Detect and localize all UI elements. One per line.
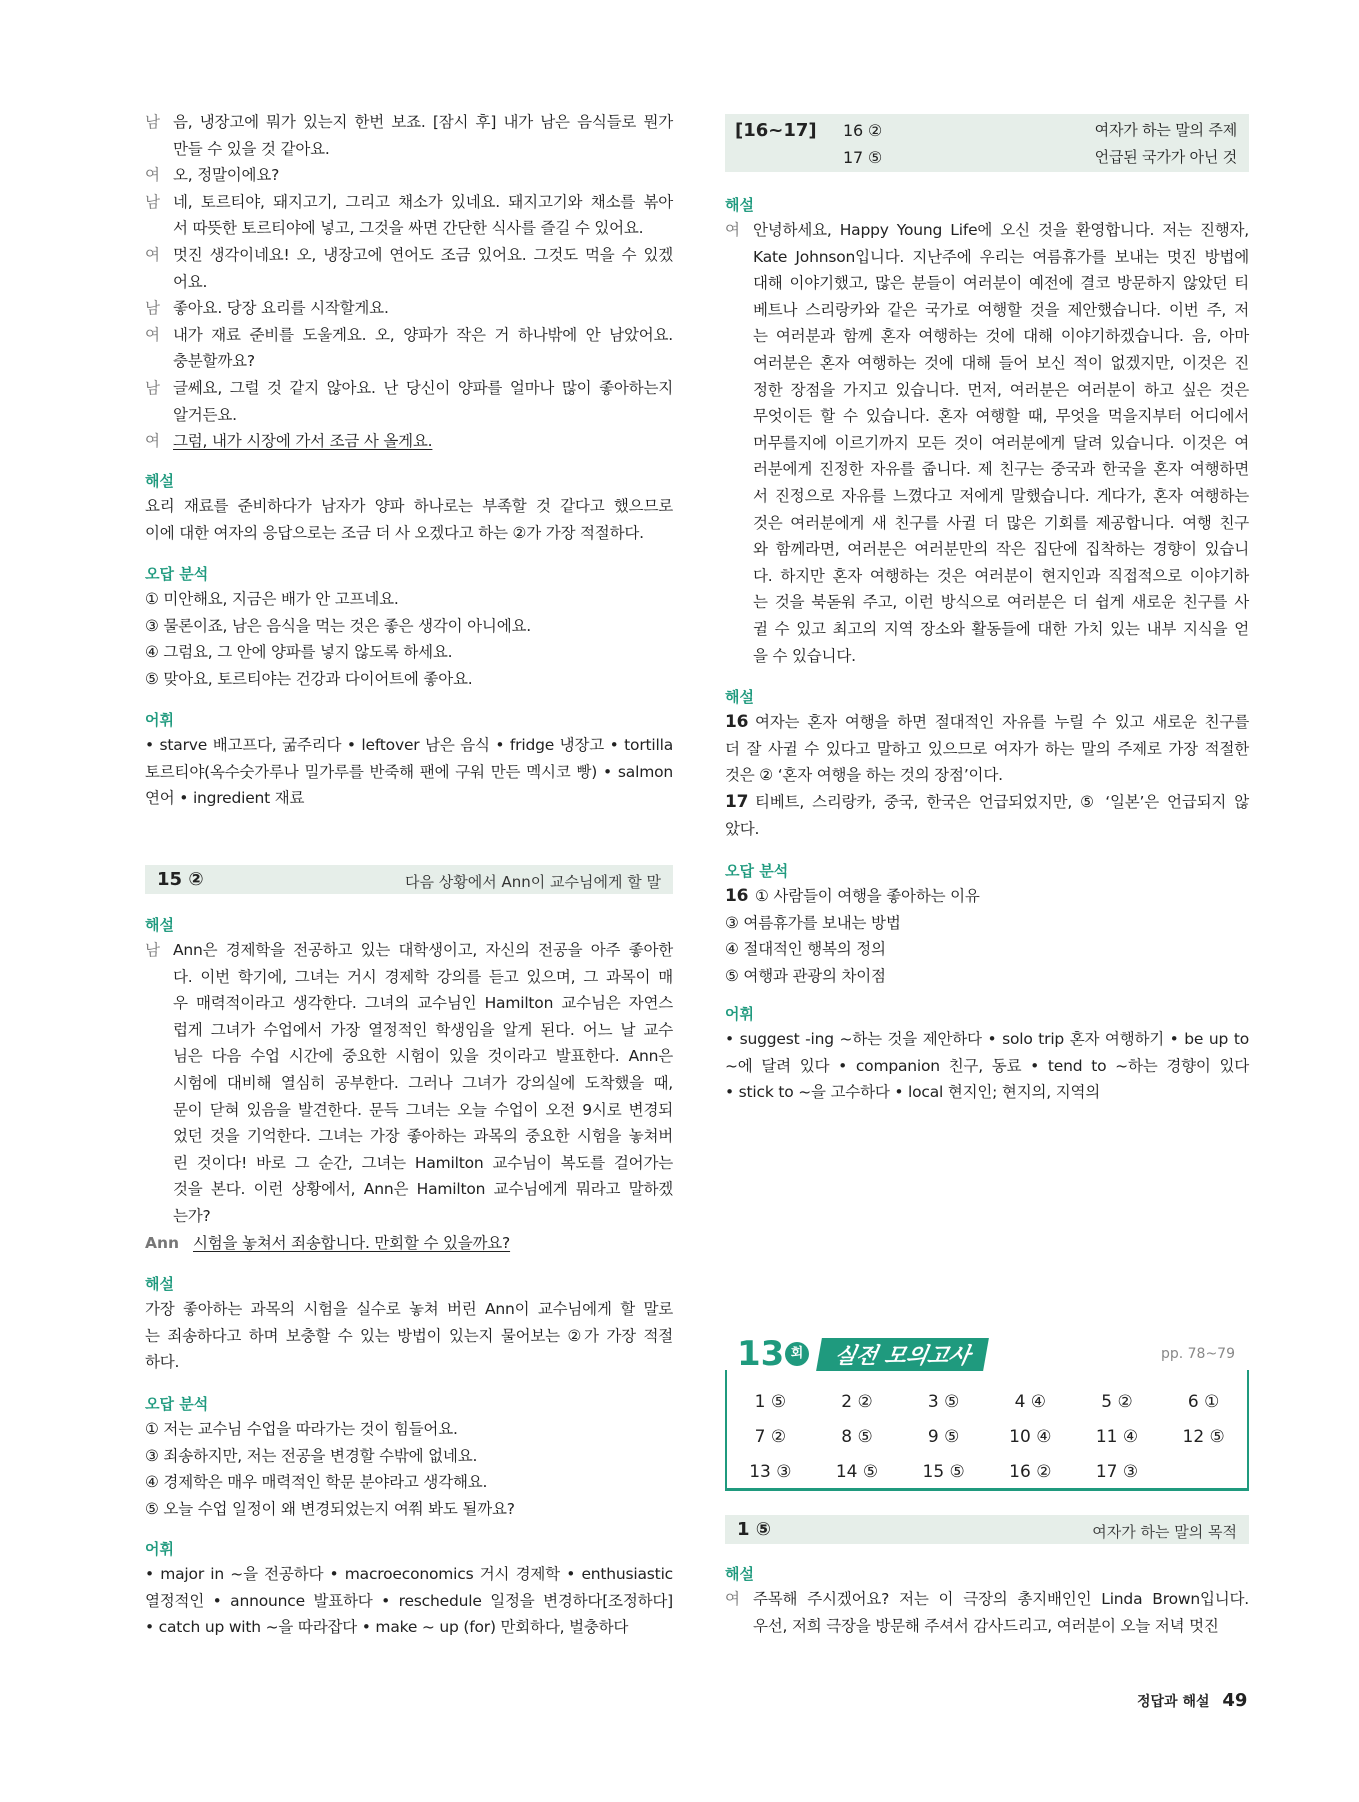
question-bar bbox=[725, 114, 1249, 172]
question-topic: 다음 상황에서 Ann이 교수님에게 할 말 bbox=[405, 873, 661, 891]
section-heading: 해설 bbox=[725, 196, 754, 214]
script-line: 와 함께라면, 여러분은 여러분만의 작은 집단에 집착하는 경향이 있습니 bbox=[753, 540, 1249, 559]
section-heading: 해설 bbox=[145, 1275, 174, 1293]
answer-table bbox=[727, 1384, 1247, 1489]
answer-cell: 15 ⑤ bbox=[922, 1461, 965, 1482]
script-line: 서 진정으로 자유를 느꼈다고 저에게 말했습니다. 게다가, 혼자 여행하는 bbox=[753, 487, 1249, 505]
footer-label: 정답과 해설 bbox=[1137, 1694, 1210, 1710]
vocab-line: 연어 • ingredient 재료 bbox=[145, 789, 305, 808]
answer-cell: 2 ② bbox=[841, 1391, 873, 1412]
script-line: 을 수 있습니다. bbox=[753, 646, 856, 665]
dialog-line: 좋아요. 당장 요리를 시작할게요. bbox=[173, 299, 389, 318]
question-topic: 여자가 하는 말의 주제 bbox=[1094, 121, 1237, 139]
speaker-label: 여 bbox=[145, 166, 160, 185]
test-pages: pp. 78~79 bbox=[1160, 1346, 1235, 1362]
dialog-line: 만들 수 있을 것 같아요. bbox=[173, 139, 330, 158]
script-line: 문이 닫혀 있음을 발견한다. 문득 그녀는 오늘 수업이 오전 9시로 변경되 bbox=[173, 1100, 673, 1119]
vocab-line: • suggest -ing ~하는 것을 제안하다 • solo trip 혼자 여행하기 • be up to bbox=[725, 1030, 1249, 1048]
script-line: 러분에게 진정한 자유를 줍니다. 제 친구는 중국과 한국을 혼자 여행하면 bbox=[753, 460, 1249, 479]
script-line: 럽게 그녀가 수업에서 가장 열정적인 학생임을 알게 된다. 어느 날 교수 bbox=[173, 1020, 673, 1039]
answer-row bbox=[727, 1384, 1247, 1419]
wrong-answer-line: ⑤ 맞아요, 토르티야는 건강과 다이어트에 좋아요. bbox=[145, 669, 473, 688]
script-line: 시험에 대비해 열심히 공부한다. 그러나 그녀가 강의실에 도착했을 때, bbox=[173, 1074, 673, 1092]
speaker-label: 여 bbox=[725, 221, 740, 239]
wrong-answer-line: ⑤ 여행과 관광의 차이점 bbox=[725, 966, 886, 985]
dialog-line: 충분할까요? bbox=[173, 352, 255, 371]
test-header bbox=[725, 1336, 1249, 1372]
section-heading: 오답 분석 bbox=[725, 862, 789, 880]
answer-cell: 5 ② bbox=[1101, 1391, 1133, 1412]
wrong-answer-line: ③ 물론이죠, 남은 음식을 먹는 것은 좋은 생각이 아니에요. bbox=[145, 616, 531, 635]
script-line: 다. 이번 학기에, 그녀는 거시 경제학 강의를 듣고 있으며, 그 과목이 매 bbox=[173, 967, 673, 986]
answer-cell: 6 ① bbox=[1187, 1391, 1220, 1412]
dialog-line: 음, 냉장고에 뭐가 있는지 한번 보죠. [잠시 후] 내가 남은 음식들로 뭔가 bbox=[173, 113, 673, 131]
script-line: 대해 이야기했고, 많은 분들이 여러분이 예전에 결코 방문하지 않았던 티 bbox=[753, 274, 1249, 293]
answer-cell: 17 ③ bbox=[1095, 1461, 1139, 1482]
answer-cell: 9 ⑤ bbox=[927, 1426, 960, 1447]
explanation-number: 17 bbox=[725, 792, 749, 812]
wrong-answer-line: ① 미안해요, 지금은 배가 안 고프네요. bbox=[145, 590, 399, 608]
explanation-line: 여자는 혼자 여행을 하면 절대적인 자유를 누릴 수 있고 새로운 친구를 bbox=[755, 713, 1249, 731]
speaker-label: 남 bbox=[145, 379, 160, 397]
explanation-line: 더 잘 사귈 수 있다고 말하고 있으므로 여자가 하는 말의 주제로 가장 적절한 bbox=[725, 739, 1249, 758]
script-line: 귈 수 있고 최고의 지역 장소와 활동들에 대한 가치 있는 내부 지식을 얻 bbox=[753, 620, 1249, 638]
script-line: 무엇이든 할 수 있습니다. 혼자 여행할 때, 무엇을 먹을지부터 어디에서 bbox=[753, 407, 1249, 426]
dialog-line: 그럼, 내가 시장에 가서 조금 사 올게요. bbox=[173, 432, 433, 451]
question-number: 15 ② bbox=[157, 869, 204, 890]
script-line: 것을 본다. 이런 상황에서, Ann은 Hamilton 교수님에게 뭐라고 말하겠 bbox=[173, 1180, 673, 1199]
script-line: 는가? bbox=[173, 1207, 211, 1225]
explanation-line: 티베트, 스리랑카, 중국, 한국은 언급되었지만, ⑤ ‘일본’은 언급되지 않 bbox=[755, 793, 1249, 811]
vocab-line: • stick to ~을 고수하다 • local 현지인; 현지의, 지역의 bbox=[725, 1083, 1101, 1102]
speaker-label: 남 bbox=[145, 192, 160, 211]
test-hoe-badge: 회 bbox=[785, 1342, 809, 1366]
answer-cell: 1 ⑤ bbox=[754, 1391, 787, 1412]
section-heading: 해설 bbox=[725, 1565, 754, 1583]
answer-cell: 10 ④ bbox=[1009, 1426, 1052, 1447]
section-heading: 해설 bbox=[145, 472, 174, 490]
page-number: 49 bbox=[1222, 1690, 1248, 1711]
answer-cell: 7 ② bbox=[754, 1426, 787, 1447]
answer-cell: 8 ⑤ bbox=[841, 1426, 873, 1447]
footer bbox=[1137, 1690, 1247, 1711]
script-line: 는 여러분과 함께 혼자 여행하는 것에 대해 이야기하겠습니다. 음, 아마 bbox=[753, 327, 1249, 346]
speaker-label: 여 bbox=[145, 325, 160, 344]
script-line: 베트나 스리랑카와 같은 국가로 여행할 것을 제안했습니다. 이번 주, 저 bbox=[753, 300, 1249, 319]
vocab-line: ~에 달려 있다 • companion 친구, 동료 • tend to ~하는 경향이 있다 bbox=[725, 1056, 1249, 1075]
speaker-label: Ann bbox=[145, 1234, 180, 1252]
answer-box bbox=[725, 1370, 1249, 1491]
script-line: 다. 하지만 혼자 여행하는 것은 여러분이 현지인과 직접적으로 이야기하 bbox=[753, 566, 1249, 585]
speaker-label: 남 bbox=[145, 299, 160, 318]
answer-cell: 12 ⑤ bbox=[1182, 1426, 1225, 1447]
question-number: 16 ② bbox=[843, 121, 882, 140]
answer-row bbox=[727, 1454, 1247, 1489]
speaker-label: 여 bbox=[725, 1590, 740, 1608]
section-heading: 해설 bbox=[145, 916, 174, 934]
speaker-label: 여 bbox=[145, 246, 160, 264]
answer-cell: 16 ② bbox=[1009, 1461, 1052, 1482]
dialog-line: 서 따뜻한 토르티야에 넣고, 그것을 싸면 간단한 식사를 즐길 수 있어요. bbox=[173, 219, 644, 238]
script-line: 린 것이다! 바로 그 순간, 그녀는 Hamilton 교수님이 복도를 걸어가는 bbox=[173, 1153, 673, 1172]
dialog-line: 글쎄요, 그럴 것 같지 않아요. 난 당신이 양파를 얼마나 많이 좋아하는지 bbox=[173, 379, 673, 397]
script-line: 우 매력적이라고 생각한다. 그녀의 교수님인 Hamilton 교수님은 자연스 bbox=[173, 994, 673, 1013]
speaker-label: 남 bbox=[145, 941, 160, 959]
answer-cell: 14 ⑤ bbox=[835, 1461, 879, 1482]
speaker-label: 여 bbox=[145, 432, 160, 451]
explanation-line: 이에 대한 여자의 응답으로는 조금 더 사 오겠다고 하는 ②가 가장 적절하다. bbox=[145, 523, 644, 542]
dialog-line: 멋진 생각이네요! 오, 냉장고에 연어도 조금 있어요. 그것도 먹을 수 있겠 bbox=[173, 246, 673, 264]
question-topic: 언급된 국가가 아닌 것 bbox=[1094, 148, 1237, 166]
script-line: 었던 것을 기억한다. 그녀는 가장 좋아하는 과목의 중요한 시험을 놓쳐버 bbox=[173, 1127, 673, 1146]
answer-cell: 13 ③ bbox=[749, 1461, 792, 1482]
question-bar bbox=[725, 1515, 1249, 1544]
explanation-line: 것은 ② ‘혼자 여행을 하는 것의 장점’이다. bbox=[725, 766, 1003, 785]
wrong-answer-line: ④ 절대적인 행복의 정의 bbox=[725, 940, 886, 959]
script-line: 안녕하세요, Happy Young Life에 오신 것을 환영합니다. 저는 진행자, bbox=[753, 221, 1249, 239]
speaker-label: 남 bbox=[145, 113, 160, 131]
script-line: Ann은 경제학을 전공하고 있는 대학생이고, 자신의 전공을 아주 좋아한 bbox=[173, 941, 673, 959]
wrong-answer-line: ① 저는 교수님 수업을 따라가는 것이 힘들어요. bbox=[145, 1420, 458, 1438]
dialog-line: 알거든요. bbox=[173, 405, 237, 424]
dialog-line: 내가 재료 준비를 도울게요. 오, 양파가 작은 거 하나밖에 안 남았어요. bbox=[173, 325, 673, 344]
script-line: 것은 여러분에게 새 친구를 사귈 더 많은 기회를 제공합니다. 여행 친구 bbox=[753, 513, 1249, 532]
explanation-line: 았다. bbox=[725, 819, 760, 838]
script-line: 정한 장점을 가지고 있습니다. 먼저, 여러분은 여러분이 하고 싶은 것은 bbox=[753, 380, 1249, 399]
explanation-line: 요리 재료를 준비하다가 남자가 양파 하나로는 부족할 것 같다고 했으므로 bbox=[145, 497, 673, 515]
wrong-answer-line: ③ 죄송하지만, 저는 전공을 변경할 수밖에 없네요. bbox=[145, 1446, 478, 1465]
section-heading: 해설 bbox=[725, 688, 754, 706]
section-heading: 어휘 bbox=[145, 1540, 174, 1558]
answer-cell: 4 ④ bbox=[1014, 1391, 1047, 1412]
script-line: 는 것을 북돋워 주고, 이런 방식으로 여러분은 더 쉽게 새로운 친구를 사 bbox=[753, 593, 1249, 612]
test-title: 실전 모의고사 bbox=[816, 1338, 989, 1371]
answer-row bbox=[727, 1419, 1247, 1454]
question-range: [16~17] bbox=[735, 120, 817, 141]
explanation-line: 가장 좋아하는 과목의 시험을 실수로 놓쳐 버린 Ann이 교수님에게 할 말로 bbox=[145, 1300, 673, 1318]
explanation-line: 하다. bbox=[145, 1353, 180, 1372]
question-number: 17 ⑤ bbox=[843, 148, 882, 167]
answer-cell bbox=[1160, 1454, 1247, 1489]
question-number: 1 ⑤ bbox=[737, 1519, 772, 1540]
wrong-answer-line: ④ 경제학은 매우 매력적인 학문 분야라고 생각해요. bbox=[145, 1473, 488, 1492]
section-heading: 어휘 bbox=[725, 1005, 754, 1023]
vocab-line: • starve 배고프다, 굶주리다 • leftover 남은 음식 • fridge 냉장고 • tortilla bbox=[145, 736, 673, 754]
wrong-answer-line: ④ 그럼요, 그 안에 양파를 넣지 않도록 하세요. bbox=[145, 643, 453, 662]
dialog-line: 어요. bbox=[173, 272, 208, 291]
explanation-line: 는 죄송하다고 하며 보충할 수 있는 방법이 있는지 물어보는 ②가 가장 적절 bbox=[145, 1326, 673, 1345]
script-line: 주목해 주시겠어요? 저는 이 극장의 총지배인인 Linda Brown입니다. bbox=[753, 1590, 1249, 1608]
dialog-line: 오, 정말이에요? bbox=[173, 166, 280, 185]
test-number: 13 bbox=[737, 1334, 785, 1374]
vocab-line: • major in ~을 전공하다 • macroeconomics 거시 경제학 • enthusiastic bbox=[145, 1565, 673, 1583]
answer-cell: 3 ⑤ bbox=[927, 1391, 960, 1412]
question-topic: 여자가 하는 말의 목적 bbox=[1092, 1523, 1237, 1541]
answer-line: 시험을 놓쳐서 죄송합니다. 만회할 수 있을까요? bbox=[193, 1234, 511, 1252]
section-heading: 오답 분석 bbox=[145, 565, 209, 583]
script-line: 님은 다음 수업 시간에 중요한 시험이 있을 것이라고 발표한다. Ann은 bbox=[173, 1047, 673, 1066]
section-heading: 오답 분석 bbox=[145, 1395, 209, 1413]
script-line: 머무를지에 이르기까지 모든 것이 여러분에게 달려 있습니다. 이것은 여 bbox=[753, 433, 1249, 452]
section-heading: 어휘 bbox=[145, 711, 174, 729]
wrong-answer-line: ① 사람들이 여행을 좋아하는 이유 bbox=[755, 887, 980, 905]
wrong-answer-line: ⑤ 오늘 수업 일정이 왜 변경되었는지 여쭤 봐도 될까요? bbox=[145, 1499, 515, 1518]
wrong-number: 16 bbox=[725, 886, 749, 906]
explanation-number: 16 bbox=[725, 712, 749, 732]
vocab-line: 열정적인 • announce 발표하다 • reschedule 일정을 변경하다[조정하다] bbox=[145, 1591, 673, 1610]
script-line: Kate Johnson입니다. 지난주에 우리는 여름휴가를 보내는 멋진 방법에 bbox=[753, 247, 1249, 266]
dialog-line: 네, 토르티야, 돼지고기, 그리고 채소가 있네요. 돼지고기와 채소를 볶아 bbox=[173, 192, 673, 211]
vocab-line: • catch up with ~을 따라잡다 • make ~ up (for) 만회하다, 벌충하다 bbox=[145, 1618, 629, 1637]
vocab-line: 토르티야(옥수숫가루나 밀가루를 반죽해 팬에 구워 만든 멕시코 빵) • salmon bbox=[145, 762, 673, 781]
question-bar bbox=[145, 865, 673, 894]
wrong-answer-line: ③ 여름휴가를 보내는 방법 bbox=[725, 913, 901, 932]
answer-cell: 11 ④ bbox=[1095, 1426, 1139, 1447]
script-line: 여러분은 혼자 여행하는 것에 대해 들어 보신 적이 없겠지만, 이것은 진 bbox=[753, 354, 1249, 372]
script-line: 우선, 저희 극장을 방문해 주셔서 감사드리고, 여러분이 오늘 저녁 멋진 bbox=[753, 1616, 1219, 1635]
